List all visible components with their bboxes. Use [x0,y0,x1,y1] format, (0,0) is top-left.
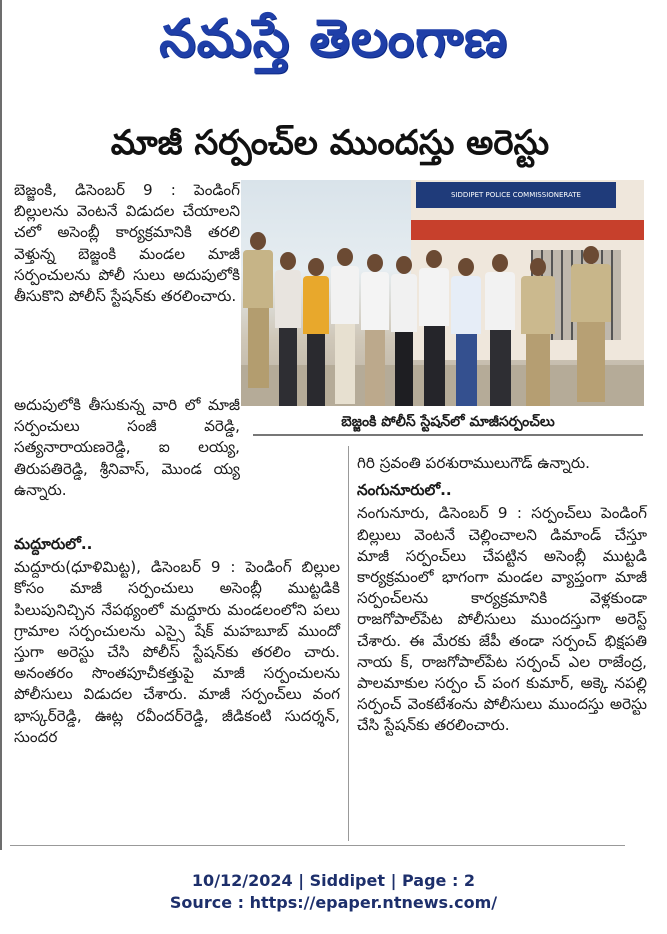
edition-info: 10/12/2024 | Siddipet | Page : 2 [191,871,476,890]
maddur-heading: మద్దూరులో.. [14,535,93,553]
left-column-bottom [14,395,240,501]
photo-person [243,232,273,388]
photo-person [485,254,515,382]
photo-person [419,250,449,382]
news-photo [241,180,644,406]
newspaper-masthead: నమస్తే తెలంగాణ [159,9,508,69]
article-headline: మాజీ సర్పంచ్‌ల ముందస్తు అరెస్టు [110,123,550,163]
continuation-line: గిరి స్రవంతి పరశురాములుగౌడ్ ఉన్నారు. [357,454,590,472]
left-column-top [14,180,240,307]
maddur-body: మద్దూరు(ధూళిమిట్ట), డిసెంబర్ 9 : పెండింగ్ బిల్లుల కోసం మాజీ సర్పంచులు అసెంబ్లీ ముట్టడికి పిలుపునిచ్చిన నేపథ్యంలో మద్దూరు మండలంలోని పలు గ్రామాల సర్పంచులను ఎస్సై షేక్ మహబూబ్ ముందో స్తుగా అరెస్టు చేసి పోలీస్ స్టేషన్‌కు తరలిం చారు. అనంతరం సొంతపూచీకత్తుపై మాజీ సర్పంచులను పోలీసులు విడుదల చేశారు. మాజీ సర్పంచ్‌లు వంగ భాస్కర్‌రెడ్డి, ఊట్ల రవీందర్‌రెడ్డి, జీడికంటి సుదర్శన్, సుందర [14,558,340,746]
bottom-rule [10,845,625,846]
photo-caption: బెజ్జంకి పోలీస్ స్టేషన్‌లో మాజీసర్పంచ్‌లు [253,410,643,436]
photo-person [303,258,329,382]
photo-person [451,258,481,384]
photo-person [391,256,417,382]
left-border [0,0,2,850]
photo-sign: SIDDIPET POLICE COMMISSIONERATE [416,182,616,208]
photo-person [275,252,301,382]
source-link[interactable]: Source : https://epaper.ntnews.com/ [169,893,498,912]
photo-person [361,254,389,382]
maddur-section [14,528,340,748]
nangunur-heading: నంగునూరులో.. [357,481,452,500]
photo-person [521,258,555,384]
lead-paragraph-bottom: అదుపులోకి తీసుకున్న వారి లో మాజీ సర్పంచులు సంజీ వరెడ్డి, సత్యనారాయణరెడ్డి, ఐ లయ్య, తిరుపతిరెడ్డి, శ్రీనివాస్, మొండ య్య ఉన్నారు. [14,396,240,499]
right-column [357,453,647,737]
photo-person [331,248,359,382]
photo-red-band [411,220,644,240]
lead-paragraph-top: బెజ్జంకి, డిసెంబర్ 9 : పెండింగ్ బిల్లులను వెంటనే విడుదల చేయాలని చలో అసెంబ్లీ కార్యక్రమానికి తరలి వెళ్తున్న బెజ్జంకి మండల మాజీ సర్పంచులను పోలీ సులు అదుపులోకి తీసుకొని పోలీస్ స్టేషన్‌కు తరలించారు. [14,181,240,306]
page-footer [0,870,667,914]
photo-person [571,246,611,384]
nangunur-body: నంగునూరు, డిసెంబర్ 9 : సర్పంచ్‌లు పెండింగ్ బిల్లులు వెంటనే చెల్లించాలని డిమాండ్ చేస్తూ మాజీ సర్పంచ్‌లు చేపట్టిన అసెంబ్లీ ముట్టడి కార్యక్రమంలో భాగంగా మండల వ్యాప్తంగా మాజీ సర్పంచ్‌లను కార్యక్రమానికి వెళ్లకుండా రాజగోపాల్‌పేట పోలీసులు ముందస్తుగా అరెస్ట్ చేశారు. ఈ మేరకు జేపీ తండా సర్పంచ్ భిక్షపతి నాయ క్, రాజగోపాల్‌పేట సర్పంచ్ ఎల రాజేంద్ర, పాలమాకుల సర్పం చ్ పంగ కుమార్, అక్కె నపల్లి సర్పంచ్ వెంకటేశంను పోలీసులు ముందస్తు అరెస్టు చేసి స్టేషన్‌కు తరలించారు. [357,504,647,735]
column-divider [348,446,349,841]
